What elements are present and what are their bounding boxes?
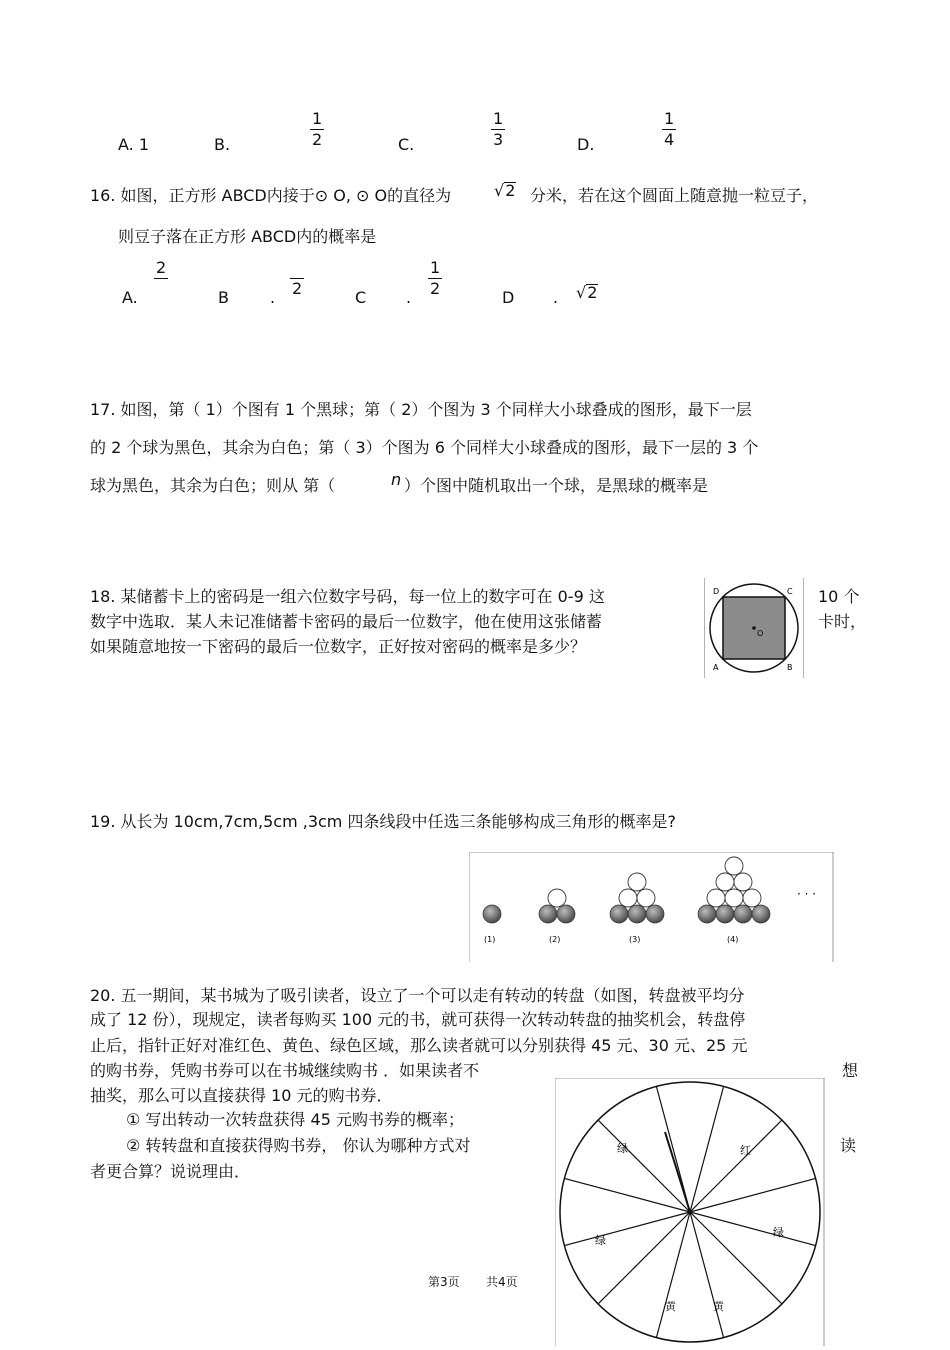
fraction-denominator: 2 xyxy=(312,130,323,149)
white-ball xyxy=(725,889,743,907)
stacked-balls-figure xyxy=(469,852,834,962)
q15-option-d-label: D. xyxy=(577,135,595,154)
black-ball xyxy=(483,905,501,923)
q16-option-b-label: B xyxy=(218,288,229,307)
q16-option-c-dot: . xyxy=(406,288,412,307)
label-o: O xyxy=(757,629,764,638)
fraction-numerator: 2 xyxy=(156,258,167,277)
fraction-denominator: 4 xyxy=(664,130,675,149)
q20-item2-tail: 读 xyxy=(840,1136,857,1155)
q20-line3: 止后，指针正好对准红色、黄色、绿色区域，那么读者就可以分别获得 45 元、30 元、25 元 xyxy=(90,1036,748,1055)
sqrt-radicand: 2 xyxy=(505,181,516,200)
black-ball xyxy=(628,905,646,923)
q16-option-d-sqrt xyxy=(576,284,598,301)
q16-option-b-fraction xyxy=(290,270,304,297)
sector-divider xyxy=(690,1212,782,1304)
q16-option-b-dot: . xyxy=(270,288,276,307)
fraction-denominator: 3 xyxy=(493,130,504,149)
white-ball xyxy=(734,873,752,891)
q16-line1-end: 分米，若在这个圆面上随意抛一粒豆子， xyxy=(530,186,819,205)
fraction-numerator: 1 xyxy=(493,109,504,128)
q16-sqrt-value xyxy=(494,182,516,199)
q16-option-a-label: A. xyxy=(122,288,138,307)
q17-line1: 17. 如图，第（ 1）个图有 1 个黑球；第（ 2）个图为 3 个同样大小球叠成的图形，最下一层 xyxy=(90,400,752,419)
white-ball xyxy=(628,873,646,891)
q17-variable-n: n xyxy=(391,470,402,489)
q16-option-c-fraction xyxy=(428,260,442,297)
inscribed-square-figure xyxy=(704,578,804,678)
black-ball xyxy=(734,905,752,923)
wheel-hub xyxy=(688,1210,693,1215)
stacked-balls-svg xyxy=(469,852,834,962)
q15-option-a: A. 1 xyxy=(118,135,150,154)
sector-label-green: 绿 xyxy=(617,1142,628,1155)
sqrt-icon: √ xyxy=(494,181,505,200)
ellipsis: · · · xyxy=(797,887,817,901)
fraction-denominator: 2 xyxy=(430,279,441,298)
fraction-denominator: 2 xyxy=(292,279,303,298)
sector-divider xyxy=(598,1212,690,1304)
q20-line1: 20. 五一期间，某书城为了吸引读者，设立了一个可以走有转动的转盘（如图，转盘被平均分 xyxy=(90,986,745,1005)
fraction-bar xyxy=(290,270,304,279)
q17-line2: 的 2 个球为黑色，其余为白色；第（ 3）个图为 6 个同样大小球叠成的图形，最下一层的 3 个 xyxy=(90,438,759,457)
white-ball xyxy=(716,873,734,891)
spinner-wheel-figure xyxy=(555,1078,825,1346)
q15-option-d-fraction xyxy=(662,111,676,148)
q18-line2: 数字中选取．某人未记准储蓄卡密码的最后一位数字，他在使用这张储蓄 xyxy=(90,612,603,631)
footer-page-number: 第3页 xyxy=(428,1275,460,1289)
label-d: D xyxy=(713,587,720,596)
caption-1: (1) xyxy=(484,935,496,944)
q15-option-b-fraction xyxy=(310,111,324,148)
sector-label-red: 红 xyxy=(740,1144,751,1157)
white-ball xyxy=(637,889,655,907)
sector-label-green: 绿 xyxy=(595,1234,606,1247)
q19-line1: 19. 从长为 10cm,7cm,5cm ,3cm 四条线段中任选三条能够构成三角形的概率是? xyxy=(90,812,676,831)
q18-line1-tail: 10 个 xyxy=(818,587,860,606)
black-ball xyxy=(698,905,716,923)
q18-line1: 18. 某储蓄卡上的密码是一组六位数字号码，每一位上的数字可在 0-9 这 xyxy=(90,587,605,606)
q16-option-d-label: D xyxy=(502,288,515,307)
q17-line3-start: 球为黑色，其余为白色；则从 第（ xyxy=(90,476,336,495)
label-c: C xyxy=(787,587,793,596)
q18-line2-tail: 卡时， xyxy=(818,612,867,631)
white-ball xyxy=(743,889,761,907)
sector-divider xyxy=(564,1178,690,1212)
q15-option-b-label: B. xyxy=(214,135,231,154)
caption-4: (4) xyxy=(727,935,739,944)
q16-option-d-dot: . xyxy=(553,288,559,307)
sector-divider xyxy=(690,1120,782,1212)
q16-line1-start: 16. 如图，正方形 ABCD内接于⊙ O, ⊙ O的直径为 xyxy=(90,186,452,205)
q17-line3-end: ）个图中随机取出一个球，是黑球的概率是 xyxy=(404,476,709,495)
fraction-denominator xyxy=(154,281,168,297)
sector-label-green: 绿 xyxy=(773,1226,784,1239)
q20-line4-tail: 想 xyxy=(842,1061,859,1080)
black-ball xyxy=(539,905,557,923)
fraction-numerator: 1 xyxy=(664,109,675,128)
sector-label-yellow: 黄 xyxy=(713,1300,724,1313)
sector-divider xyxy=(656,1212,690,1338)
black-ball xyxy=(752,905,770,923)
black-ball xyxy=(716,905,734,923)
inscribed-square-svg xyxy=(704,578,804,678)
black-ball xyxy=(557,905,575,923)
fraction-numerator: 1 xyxy=(430,258,441,277)
q20-line2: 成了 12 份），现规定，读者每购买 100 元的书，就可获得一次转动转盘的抽奖机会，转盘停 xyxy=(90,1010,746,1029)
q18-line3: 如果随意地按一下密码的最后一位数字，正好按对密码的概率是多少？ xyxy=(90,637,587,656)
footer-total-pages: 共4页 xyxy=(486,1275,518,1289)
label-a: A xyxy=(713,663,719,672)
label-b: B xyxy=(787,663,793,672)
q20-line-last: 者更合算？说说理由． xyxy=(90,1162,251,1181)
sector-divider xyxy=(690,1086,724,1212)
white-ball xyxy=(619,889,637,907)
q16-line2: 则豆子落在正方形 ABCD内的概率是 xyxy=(118,227,377,246)
black-ball xyxy=(646,905,664,923)
sector-divider xyxy=(564,1212,690,1246)
white-ball xyxy=(548,889,566,907)
spinner-wheel-svg xyxy=(555,1078,825,1346)
sector-divider xyxy=(690,1178,816,1212)
black-ball xyxy=(610,905,628,923)
q20-item2: ② 转转盘和直接获得购书券， 你认为哪种方式对 xyxy=(126,1136,471,1155)
caption-2: (2) xyxy=(549,935,561,944)
q16-option-a-fraction xyxy=(154,260,168,297)
sqrt-icon: √ xyxy=(576,283,587,302)
fraction-numerator: 1 xyxy=(312,109,323,128)
q20-item1: ① 写出转动一次转盘获得 45 元购书券的概率； xyxy=(126,1110,464,1129)
sector-label-yellow: 黄 xyxy=(665,1300,676,1313)
q15-option-c-label: C. xyxy=(398,135,415,154)
white-ball xyxy=(725,857,743,875)
center-point xyxy=(752,626,756,630)
q20-line4: 的购书券，凭购书券可以在书城继续购书 ．如果读者不 xyxy=(90,1061,480,1080)
sector-divider xyxy=(690,1212,724,1338)
caption-3: (3) xyxy=(629,935,641,944)
sector-divider xyxy=(690,1212,816,1246)
q16-option-c-label: C xyxy=(355,288,367,307)
q20-line5: 抽奖，那么可以直接获得 10 元的购书券． xyxy=(90,1086,393,1105)
q15-option-c-fraction xyxy=(491,111,505,148)
white-ball xyxy=(707,889,725,907)
sqrt-radicand: 2 xyxy=(587,283,598,302)
